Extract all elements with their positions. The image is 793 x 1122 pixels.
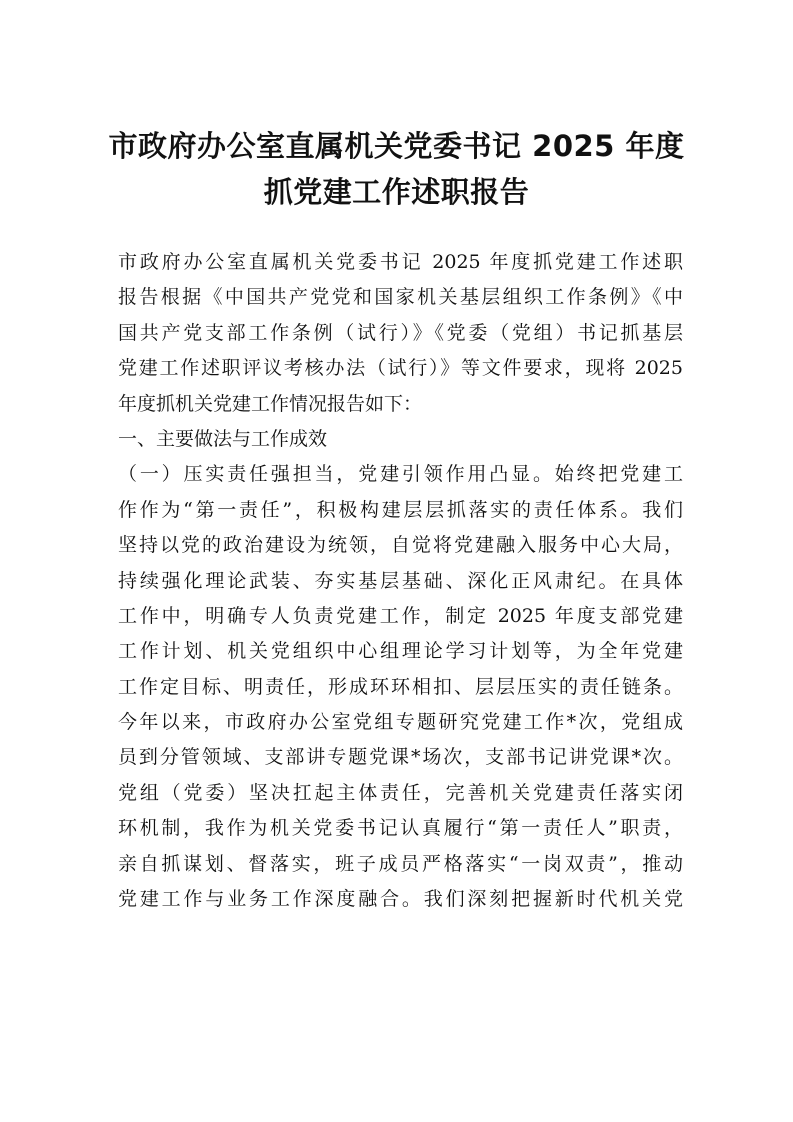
body-line: 工作计划、机关党组织中心组理论学习计划等，为全年党建 [118,640,683,663]
body-line: 年度抓机关党建工作情况报告如下： [118,392,423,415]
body-line: 环机制，我作为机关党委书记认真履行“第一责任人”职责， [118,817,683,840]
body-line: 今年以来，市政府办公室党组专题研究党建工作*次，党组成 [118,711,683,734]
body-line: 报告根据《中国共产党党和国家机关基层组织工作条例》《中 [118,286,683,309]
document-title-line-2: 抓党建工作述职报告 [263,175,530,209]
body-line: 党建工作述职评议考核办法（试行）》等文件要求，现将 2025 [118,357,683,380]
document-body [118,245,683,917]
body-line: 市政府办公室直属机关党委书记 2025 年度抓党建工作述职 [118,251,683,273]
body-line: （一）压实责任强担当，党建引领作用凸显。始终把党建工 [118,463,683,486]
body-line: 工作中，明确专人负责党建工作，制定 2025 年度支部党建 [118,604,683,627]
body-line: 员到分管领域、支部讲专题党课*场次，支部书记讲党课*次。 [118,746,683,769]
body-line: 工作定目标、明责任，形成环环相扣、层层压实的责任链条。 [118,675,683,698]
body-line: 国共产党支部工作条例（试行）》《党委（党组）书记抓基层 [118,321,683,344]
section-heading: 一、主要做法与工作成效 [118,427,328,450]
document-title-line-1: 市政府办公室直属机关党委书记 2025 年度 [108,129,685,163]
body-line: 党组（党委）坚决扛起主体责任，完善机关党建责任落实闭 [118,781,683,804]
body-line: 坚持以党的政治建设为统领，自觉将党建融入服务中心大局， [118,534,683,557]
body-line: 持续强化理论武装、夯实基层基础、深化正风肃纪。在具体 [118,569,683,592]
body-line: 作作为“第一责任”，积极构建层层抓落实的责任体系。我们 [118,498,683,521]
body-line: 亲自抓谋划、督落实，班子成员严格落实“一岗双责”，推动 [118,852,683,875]
body-line: 党建工作与业务工作深度融合。我们深刻把握新时代机关党 [118,888,683,911]
